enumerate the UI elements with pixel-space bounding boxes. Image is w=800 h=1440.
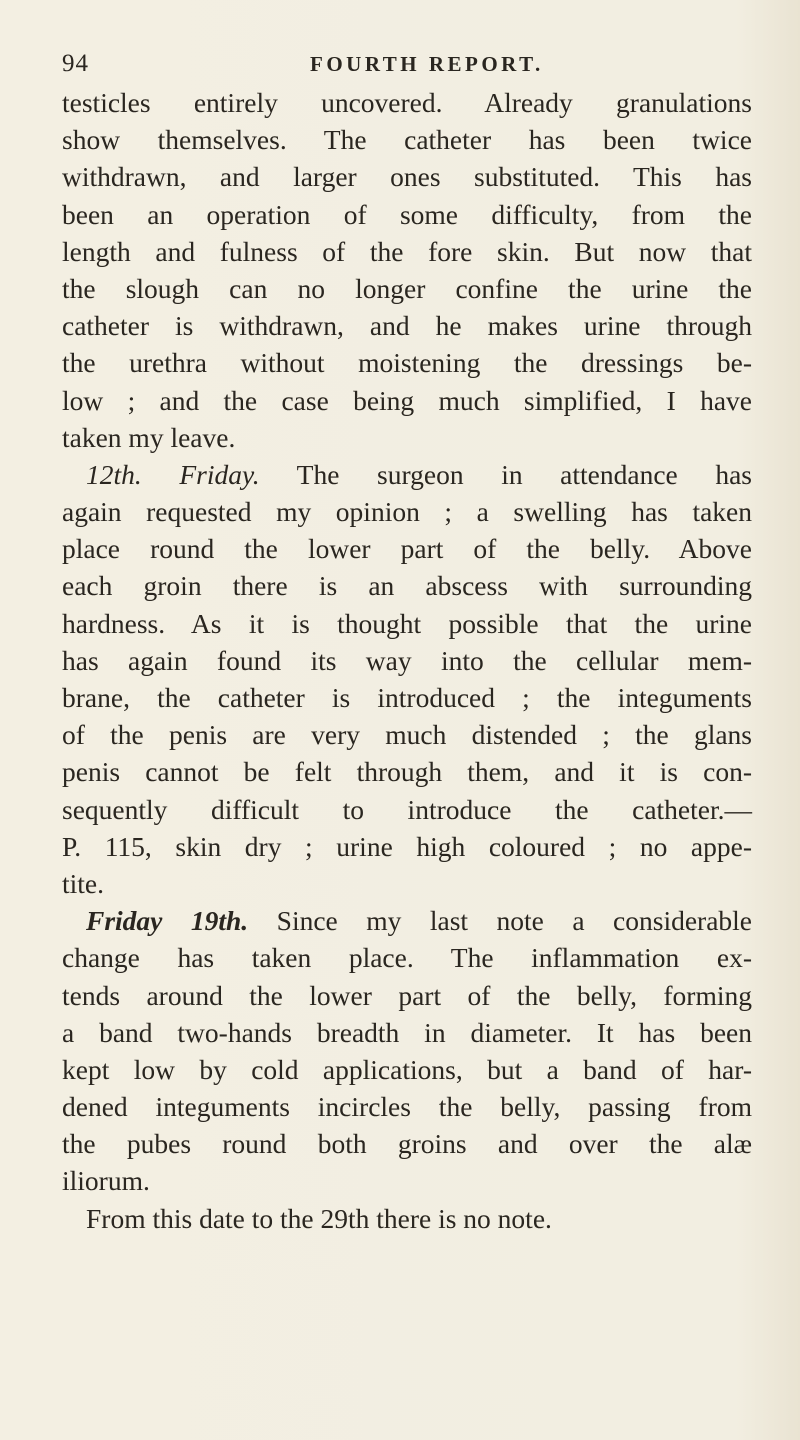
entry-text: Since my last note a considerable: [248, 905, 752, 937]
text-line: tends around the lower part of the belly, forming: [62, 979, 752, 1011]
text-line: show themselves. The catheter has been twice: [62, 124, 752, 156]
text-line: withdrawn, and larger ones substituted. This has: [62, 161, 752, 193]
text-line: the urethra without moistening the dressings be-: [62, 347, 752, 379]
text-line: taken my leave.: [62, 421, 236, 453]
text-line: tite.: [62, 867, 105, 899]
text-line: kept low by cold applications, but a band of har-: [62, 1053, 752, 1085]
text-line: penis cannot be felt through them, and it is con-: [62, 756, 752, 788]
text-line: dened integuments incircles the belly, passing from: [62, 1091, 752, 1123]
text-line: the pubes round both groins and over the alæ: [62, 1128, 752, 1160]
entry-date: Friday 19th.: [86, 905, 249, 937]
entry-text: The surgeon in attendance has: [259, 458, 752, 490]
text-line: a band two-hands breadth in diameter. It has been: [62, 1016, 752, 1048]
page-number: 94: [62, 50, 89, 77]
text-line: P. 115, skin dry ; urine high coloured ; no appe-: [62, 830, 752, 862]
text-line: sequently difficult to introduce the catheter.—: [62, 793, 752, 825]
running-title: FOURTH REPORT.: [310, 52, 544, 76]
text-line: place round the lower part of the belly. Above: [62, 533, 752, 565]
text-line: each groin there is an abscess with surrounding: [62, 570, 752, 602]
closing-line: From this date to the 29th there is no note.: [86, 1202, 552, 1234]
text-line: has again found its way into the cellular mem-: [62, 644, 752, 676]
text-line: the slough can no longer confine the urine the: [62, 272, 752, 304]
entry-first-line: [62, 456, 752, 493]
text-line: brane, the catheter is introduced ; the integuments: [62, 682, 752, 713]
text-line: been an operation of some difficulty, from the: [62, 198, 752, 230]
text-line: low ; and the case being much simplified, I have: [62, 384, 752, 416]
text-line: again requested my opinion ; a swelling has taken: [62, 496, 752, 528]
text-line: of the penis are very much distended ; the glans: [62, 719, 752, 751]
body-text: [62, 84, 752, 1237]
text-line: iliorum.: [62, 1165, 150, 1197]
text-line: change has taken place. The inflammation ex-: [62, 942, 752, 974]
running-head: [62, 50, 752, 86]
entry-date: 12th. Friday.: [86, 458, 260, 490]
text-line: length and fulness of the fore skin. But now that: [62, 235, 752, 267]
text-line: hardness. As it is thought possible that the urine: [62, 607, 752, 639]
text-line: testicles entirely uncovered. Already granulations: [62, 87, 752, 118]
entry-first-line: [62, 902, 752, 939]
text-line: catheter is withdrawn, and he makes urine through: [62, 310, 752, 342]
